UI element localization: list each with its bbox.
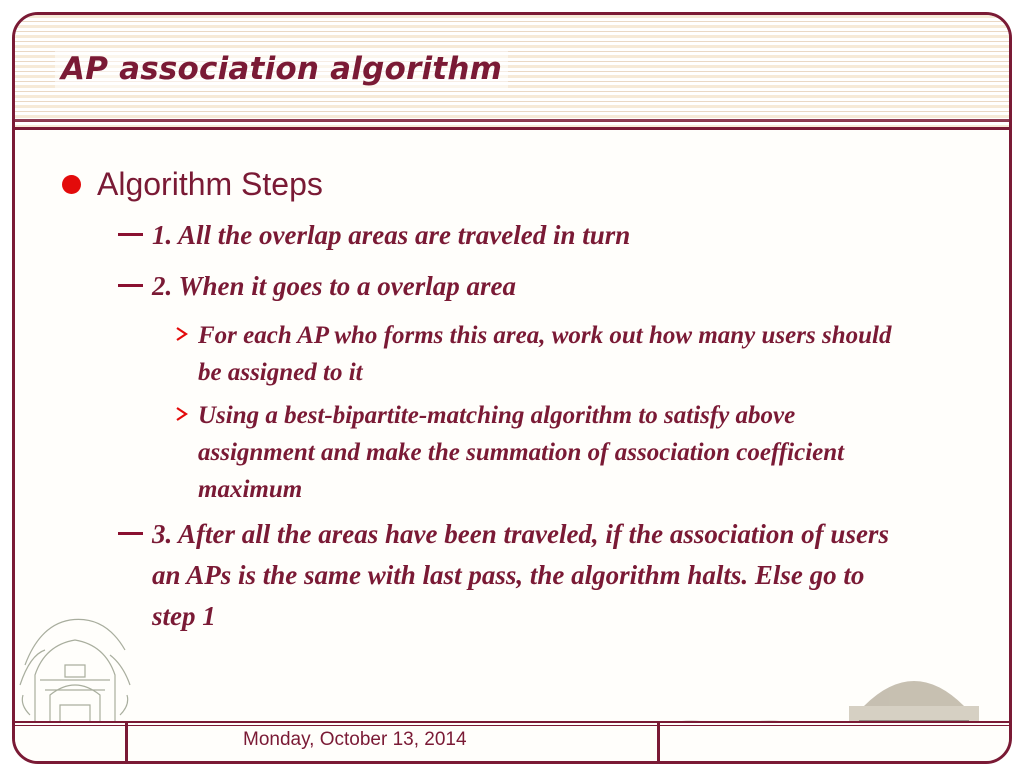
slide-title: AP association algorithm <box>55 49 508 89</box>
substep-1 <box>174 317 904 391</box>
bullet-heading: Algorithm Steps <box>97 166 323 202</box>
step-3 <box>118 514 908 637</box>
footer-divider-right <box>657 721 660 761</box>
substep-2 <box>174 397 904 508</box>
red-dot-icon <box>62 175 81 194</box>
step-2 <box>118 266 942 307</box>
substep-1-text: For each AP who forms this area, work out how many users should be assigned to it <box>198 322 892 386</box>
dash-icon <box>118 284 143 287</box>
step-3-text: 3. After all the areas have been traveled, if the association of users an APs is the same with last pass, the algorithm halts. Else go to step 1 <box>152 519 889 631</box>
dash-icon <box>118 532 143 535</box>
footer-rule <box>15 721 1009 723</box>
footer-bar <box>15 721 1009 761</box>
footer-date: Monday, October 13, 2014 <box>243 729 467 750</box>
arrow-right-icon <box>174 406 190 422</box>
step-1 <box>118 215 942 256</box>
bullet-algorithm-steps <box>62 166 942 203</box>
dash-icon <box>118 233 143 236</box>
slide-content <box>62 166 942 647</box>
footer-rule-thin <box>15 725 1009 726</box>
step-1-text: 1. All the overlap areas are traveled in turn <box>152 220 631 250</box>
substep-2-text: Using a best-bipartite-matching algorithm to satisfy above assignment and make the summation of association coefficient maximum <box>198 402 845 503</box>
footer-divider-left <box>125 721 128 761</box>
arrow-right-icon <box>174 326 190 342</box>
step-2-text: 2. When it goes to a overlap area <box>152 271 516 301</box>
